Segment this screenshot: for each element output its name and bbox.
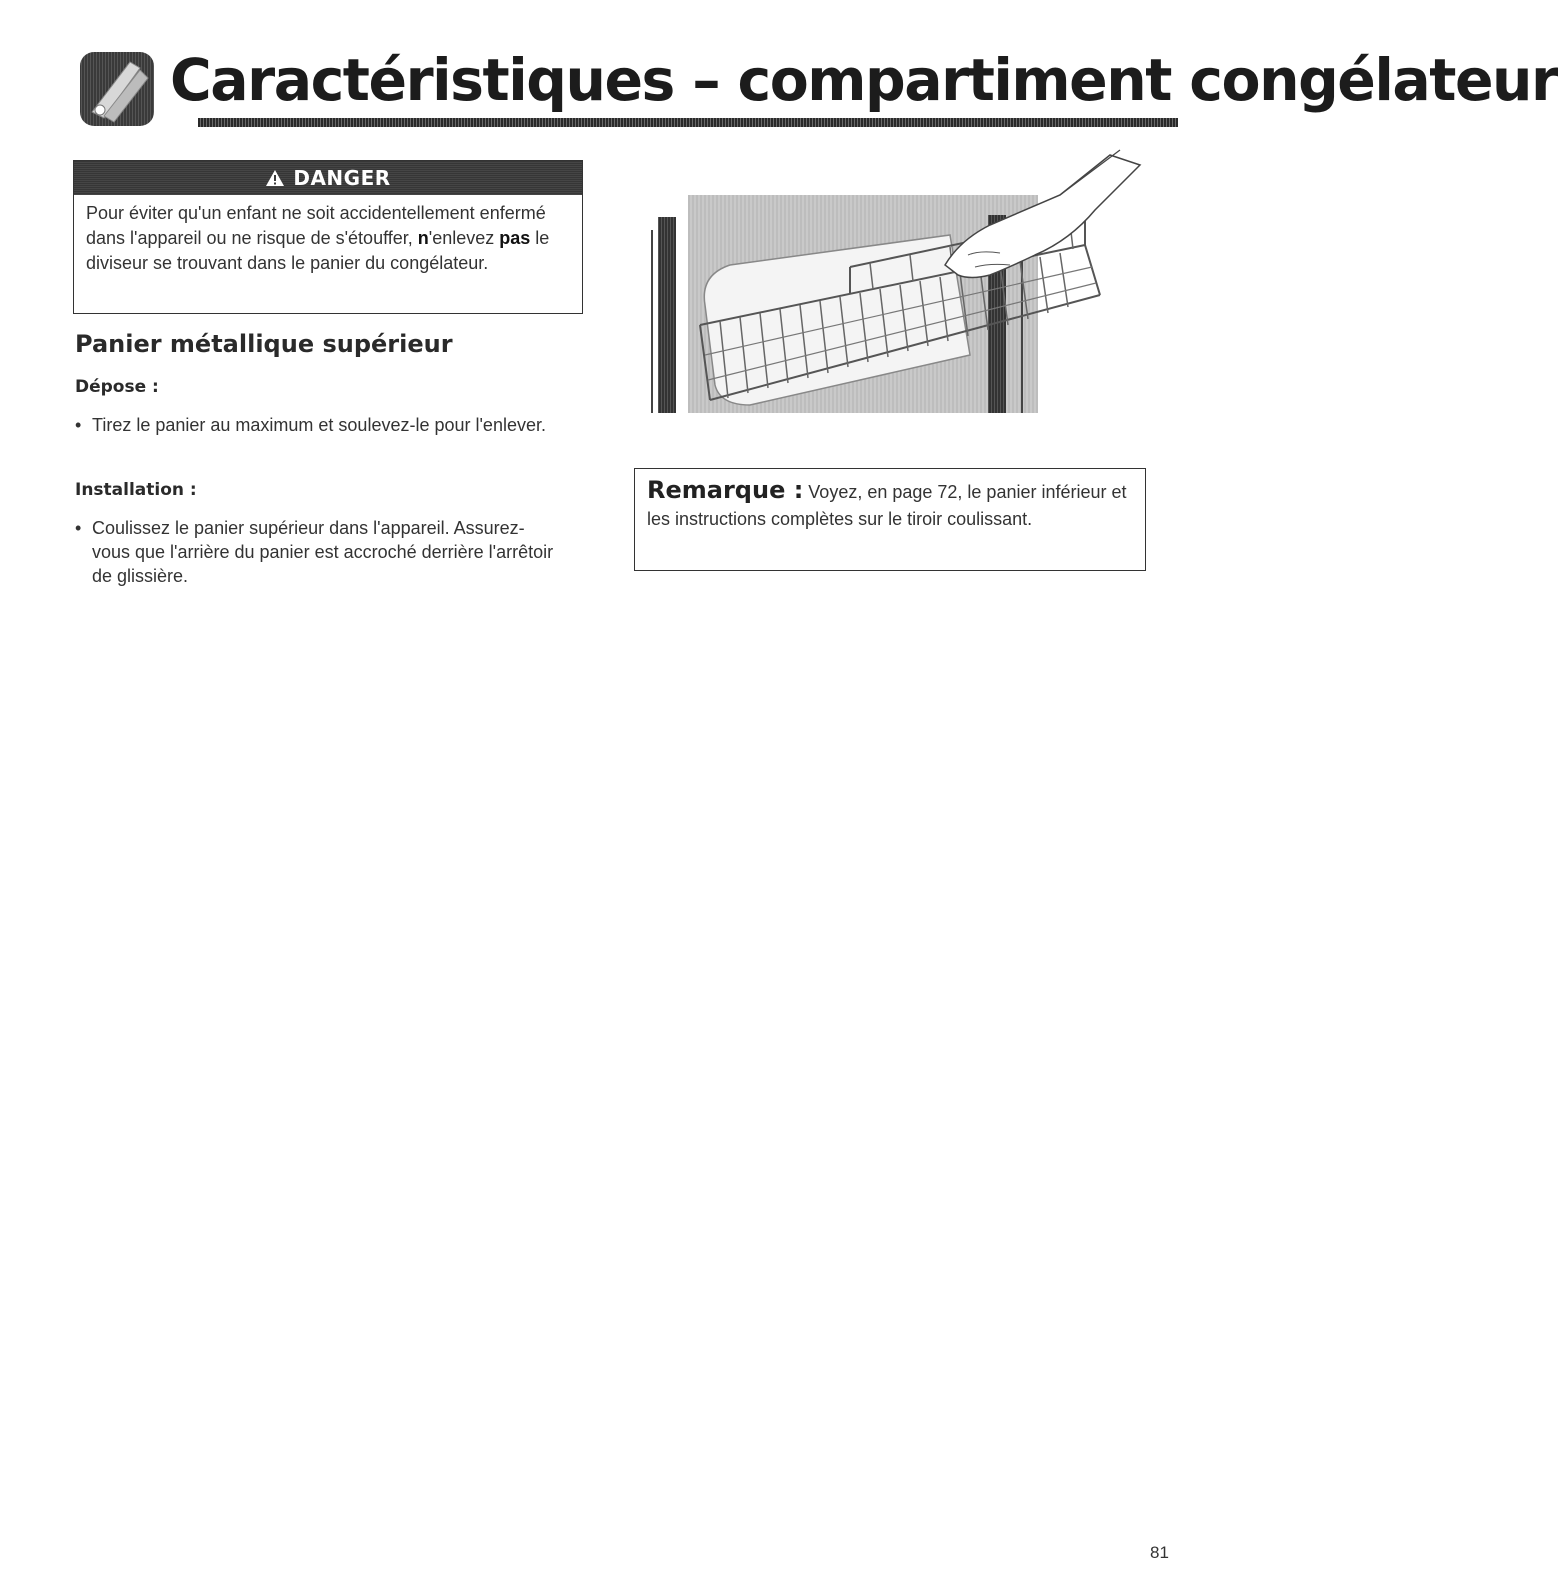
install-text: Coulissez le panier supérieur dans l'appareil. Assurez-vous que l'arrière du panier est accroché derrière l'arrêtoir de glissière.: [92, 518, 554, 586]
bullet-icon: •: [75, 518, 82, 538]
header-rule: [198, 118, 1178, 127]
note-box: [634, 468, 1146, 571]
danger-warning-box: [73, 160, 583, 314]
danger-text-part: 'enlevez: [428, 228, 500, 248]
danger-banner: [74, 161, 582, 195]
danger-text-bold: pas: [499, 228, 531, 248]
removal-title: Dépose :: [75, 377, 159, 397]
page-title: Caractéristiques – compartiment congélateur: [170, 46, 1558, 114]
danger-text-bold: n: [417, 228, 429, 248]
bullet-icon: •: [75, 415, 82, 435]
note-label: Remarque :: [647, 476, 804, 504]
page-number: 81: [1150, 1543, 1169, 1562]
feature-tool-icon: [78, 50, 156, 128]
removal-bullet: [75, 413, 555, 437]
wire-basket-illustration: [640, 155, 1140, 425]
danger-text: [74, 195, 582, 276]
removal-text: Tirez le panier au maximum et soulevez-le pour l'enlever.: [92, 415, 546, 435]
page-header: [78, 40, 1558, 132]
install-bullet: [75, 516, 555, 588]
danger-title: DANGER: [293, 166, 391, 190]
danger-text-part: le diviseur se trouvant dans le panier du congélateur.: [86, 228, 550, 273]
install-title: Installation :: [75, 480, 197, 500]
warning-triangle-icon: [265, 163, 285, 197]
section-title: Panier métallique supérieur: [75, 330, 453, 358]
danger-text-part: Pour éviter qu'un enfant ne soit accidentellement enfermé dans l'appareil ou ne risque de s'étouffer,: [86, 203, 546, 248]
note-text: Voyez, en page 72, le panier inférieur et les instructions complètes sur le tiroir coulissant.: [647, 482, 1127, 529]
